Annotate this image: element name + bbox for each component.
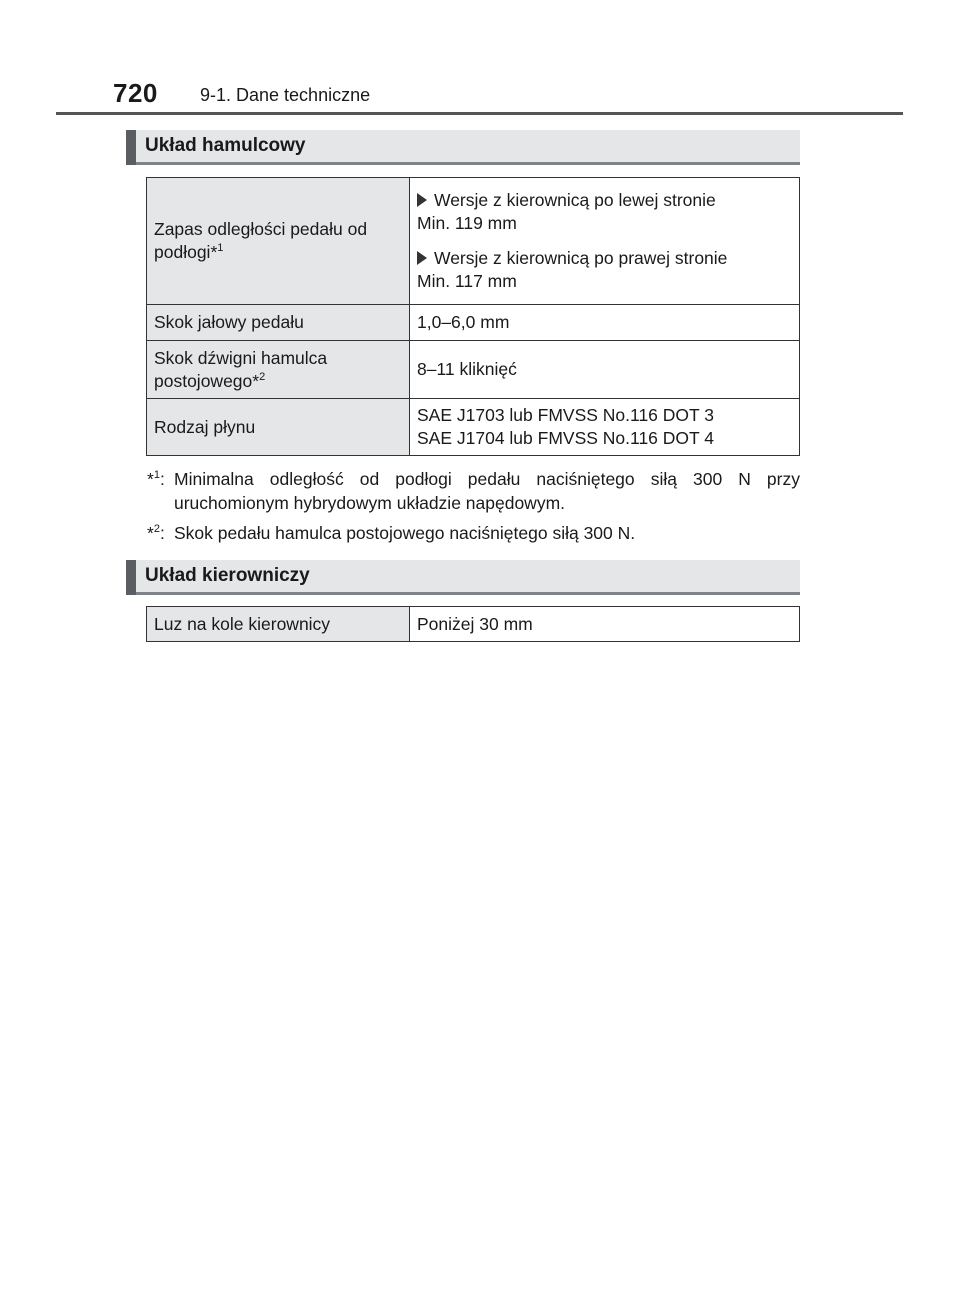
fluid-type-line: SAE J1703 lub FMVSS No.116 DOT 3 <box>417 405 714 425</box>
table-row <box>147 399 800 456</box>
spec-label <box>147 341 410 399</box>
option-value: Min. 117 mm <box>417 271 517 291</box>
option-block <box>417 247 792 293</box>
spec-label-text: Skok dźwigni hamulca postojowego* <box>154 347 328 391</box>
spec-label: Skok jałowy pedału <box>147 305 410 341</box>
steering-spec-table <box>146 606 800 642</box>
fluid-type-line: SAE J1704 lub FMVSS No.116 DOT 4 <box>417 428 714 448</box>
header-rule <box>56 112 903 115</box>
option-value: Min. 119 mm <box>417 213 517 233</box>
spec-value: 1,0–6,0 mm <box>410 305 800 341</box>
section-accent <box>126 560 136 595</box>
section-reference: 9-1. Dane techniczne <box>200 85 371 105</box>
section-heading-brakes <box>126 130 800 165</box>
spec-value: 8–11 kliknięć <box>410 341 800 399</box>
page-number: 720 <box>113 78 158 108</box>
spec-label-text: Zapas odległości pedału od podłogi* <box>154 219 368 262</box>
footnote-text: Skok pedału hamulca postojowego naciśniętego siłą 300 N. <box>174 523 636 543</box>
footnote-ref: 2 <box>259 370 266 383</box>
footnote-ref: 1 <box>217 242 224 254</box>
table-row <box>147 607 800 642</box>
page-header <box>0 0 960 120</box>
section-heading-steering <box>126 560 800 595</box>
section-accent <box>126 130 136 165</box>
spec-value <box>410 399 800 456</box>
footnote-text: Minimalna odległość od podłogi pedału naciśniętego siłą 300 N przy uruchomionym hybrydowym układzie napędowym. <box>174 469 800 513</box>
table-row <box>147 341 800 399</box>
brake-spec-table <box>146 177 800 456</box>
option-block <box>417 189 792 235</box>
spec-label: Rodzaj płynu <box>147 399 410 456</box>
triangle-right-icon <box>417 193 427 207</box>
section-title: Układ kierowniczy <box>145 565 310 586</box>
option-title: Wersje z kierownicą po lewej stronie <box>434 190 716 210</box>
spec-label: Luz na kole kierownicy <box>147 607 410 642</box>
triangle-right-icon <box>417 251 427 265</box>
option-title: Wersje z kierownicą po prawej stronie <box>434 248 728 268</box>
section-title: Układ hamulcowy <box>145 135 306 156</box>
spec-value: Poniżej 30 mm <box>410 607 800 642</box>
footnote-mark: *$^2$: <box>147 523 165 543</box>
footnote <box>147 467 800 515</box>
table-row <box>147 178 800 305</box>
spec-value <box>410 178 800 305</box>
footnote-mark: *$^1$: <box>147 469 165 489</box>
footnote <box>147 521 800 545</box>
spec-label <box>147 178 410 305</box>
table-row <box>147 305 800 341</box>
